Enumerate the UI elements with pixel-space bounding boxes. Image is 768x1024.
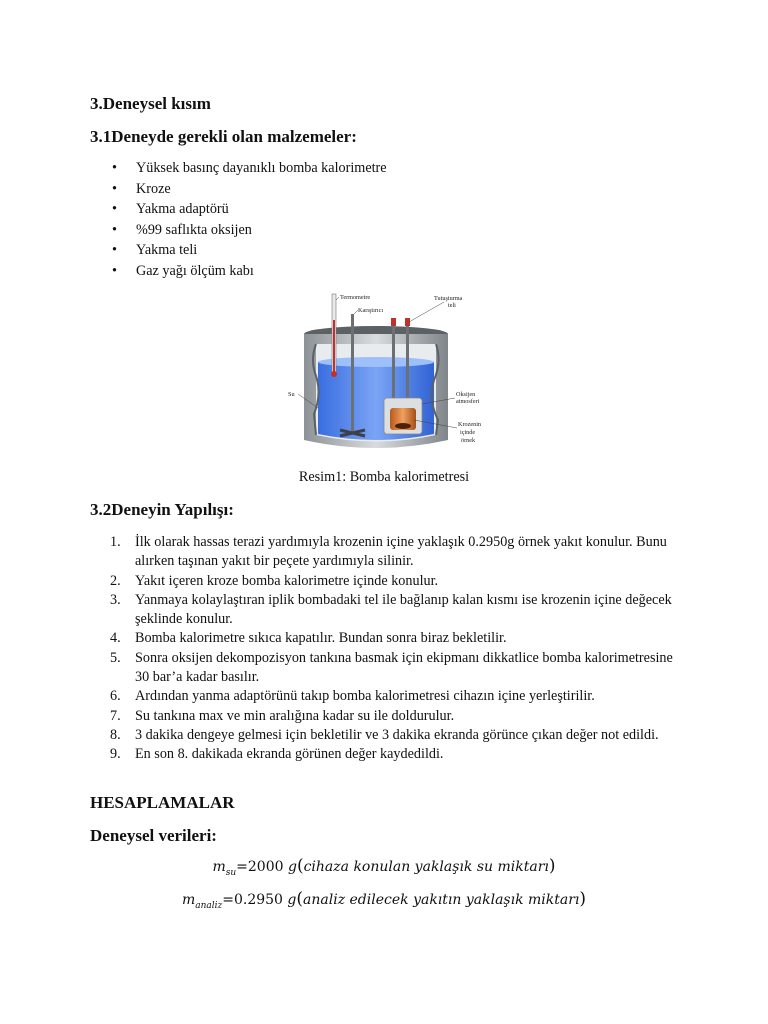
- label-water: Su: [288, 391, 295, 398]
- list-item: • Gaz yağı ölçüm kabı: [90, 261, 387, 282]
- bomb-calorimeter-figure: [288, 290, 490, 458]
- svg-text:içinde: içinde: [460, 429, 476, 436]
- equation-water-mass: $m_{su}=2000$ g(cihaza konulan yaklaşık su miktarı): [212, 856, 556, 878]
- heading-deneysel-kisim: 3.Deneysel kısım: [90, 94, 211, 113]
- heading-procedure: 3.2Deneyin Yapılışı:: [90, 500, 234, 519]
- list-item: • Yakma adaptörü: [90, 199, 387, 220]
- figure-caption: Resim1: Bomba kalorimetresi: [298, 469, 470, 485]
- list-item: 1. İlk olarak hassas terazi yardımıyla krozenin içine yaklaşık 0.2950g örnek yakıt konulur. Bunu alırken taşınan yakıt bir peçete yardımıyla silinir.: [110, 534, 667, 570]
- heading-experimental-data: Deneysel verileri:: [90, 826, 217, 845]
- list-item: • Yakma teli: [90, 240, 387, 261]
- label-stirrer: Karıştırıcı: [358, 307, 384, 314]
- materials-list: [90, 158, 387, 282]
- svg-text:teli: teli: [448, 302, 456, 309]
- list-item: 5. Sonra oksijen dekompozisyon tankına basmak için ekipmanı dikkatlice bomba kalorimetresine 30 bar’a kadar basılır.: [110, 649, 673, 686]
- svg-text:atmosferi: atmosferi: [456, 398, 480, 405]
- list-item: 6. Ardından yanma adaptörünü takıp bomba kalorimetresi cihazın içine yerleştirilir.: [110, 688, 595, 705]
- list-item: • Kroze: [90, 179, 387, 200]
- label-oxygen: Oksijen: [456, 391, 476, 398]
- list-item: 7. Su tankına max ve min aralığına kadar su ile doldurulur.: [110, 707, 455, 724]
- svg-text:örnek: örnek: [461, 437, 476, 444]
- procedure-list: [90, 533, 680, 765]
- list-item: • Yüksek basınç dayanıklı bomba kalorimetre: [90, 158, 387, 179]
- label-ignition-wire: Tutuşturma: [434, 295, 463, 302]
- list-item: • %99 saflıkta oksijen: [90, 220, 387, 241]
- list-item: 4. Bomba kalorimetre sıkıca kapatılır. Bundan sonra biraz bekletilir.: [110, 630, 507, 647]
- list-item: 3. Yanmaya kolaylaştıran iplik bombadaki tel ile bağlanıp kalan kısmı ise krozenin içine değecek şeklinde konulur.: [110, 591, 672, 628]
- list-item: 8. 3 dakika dengeye gelmesi için bekletilir ve 3 dakika ekranda görünce çıkan değer not edildi.: [110, 726, 659, 743]
- heading-materials: 3.1Deneyde gerekli olan malzemeler:: [90, 127, 357, 146]
- stirrer-icon: [351, 314, 354, 432]
- label-thermometer: Termometre: [340, 294, 371, 301]
- list-item: 2. Yakıt içeren kroze bomba kalorimetre içinde konulur.: [110, 572, 439, 589]
- heading-calculations: HESAPLAMALAR: [90, 793, 235, 812]
- list-item: 9. En son 8. dakikada ekranda görünen değer kaydedildi.: [110, 746, 444, 763]
- label-sample: Krozenin: [458, 421, 482, 428]
- equation-sample-mass: $m_{analiz}=0.2950$ g(analiz edilecek yakıtın yaklaşık miktarı): [181, 889, 587, 911]
